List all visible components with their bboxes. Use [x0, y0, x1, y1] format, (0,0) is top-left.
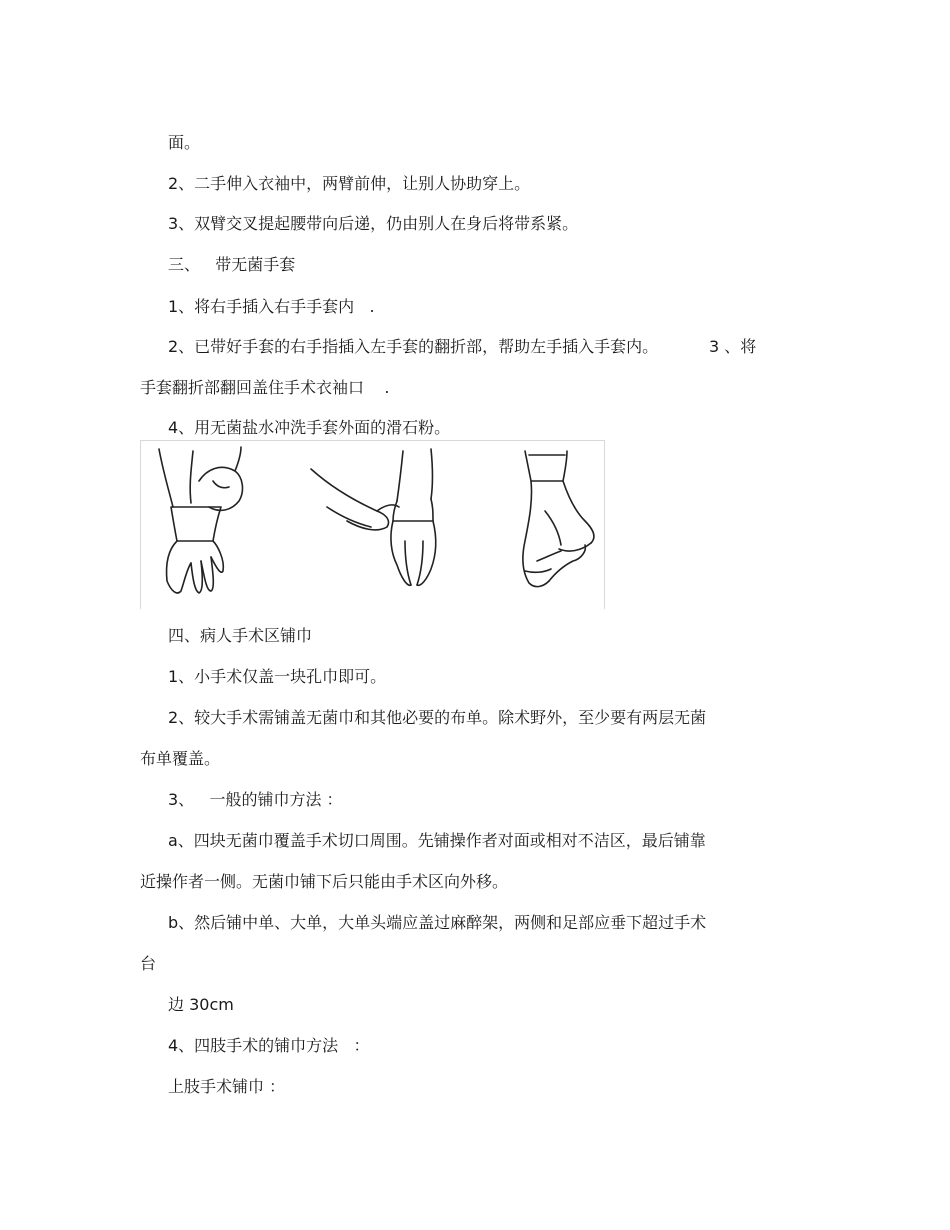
text-line: 2、已带好手套的右手指插入左手套的翻折部，帮助左手插入手套内。 3 、将: [168, 337, 757, 356]
text-line: 4、四肢手术的铺巾方法 ：: [168, 1036, 370, 1055]
text-line: 布单覆盖。: [140, 749, 221, 768]
text-line: 上肢手术铺巾 ：: [168, 1077, 286, 1096]
text-line: b、然后铺中单、大单，大单头端应盖过麻醉架，两侧和足部应垂下超过手术: [168, 913, 707, 932]
text-line: 4、用无菌盐水冲洗手套外面的滑石粉。: [168, 418, 451, 437]
text-line: 台: [140, 954, 157, 973]
text-line: 3、 一般的铺巾方法 ：: [168, 790, 343, 809]
text-line: 面。: [168, 133, 201, 152]
glove-insert-left-hand-icon: [311, 449, 436, 585]
text-line: 2、二手伸入衣袖中，两臂前伸，让别人协助穿上。: [168, 174, 531, 193]
section-heading: 四、病人手术区铺巾: [168, 626, 313, 645]
text-line: 2、较大手术需铺盖无菌巾和其他必要的布单。除术野外，至少要有两层无菌: [168, 708, 707, 727]
glove-illustration: [140, 440, 605, 609]
text-line: 3、双臂交叉提起腰带向后递，仍由别人在身后将带系紧。: [168, 214, 579, 233]
text-line: 近操作者一侧。无菌巾铺下后只能由手术区向外移。: [140, 872, 509, 891]
text-line: 边 30cm: [168, 995, 234, 1014]
text-line: 1、将右手插入右手手套内 .: [168, 297, 375, 316]
glove-cuff-fold-icon: [159, 447, 242, 593]
text-line: 手套翻折部翻回盖住手术衣袖口 .: [140, 378, 390, 397]
text-line: 1、小手术仅盖一块孔巾即可。: [168, 667, 387, 686]
section-heading: 三、 带无菌手套: [168, 255, 296, 274]
text-line: a、四块无菌巾覆盖手术切口周围。先铺操作者对面或相对不洁区，最后铺靠: [168, 831, 706, 850]
gloved-hands-icon: [523, 451, 594, 587]
